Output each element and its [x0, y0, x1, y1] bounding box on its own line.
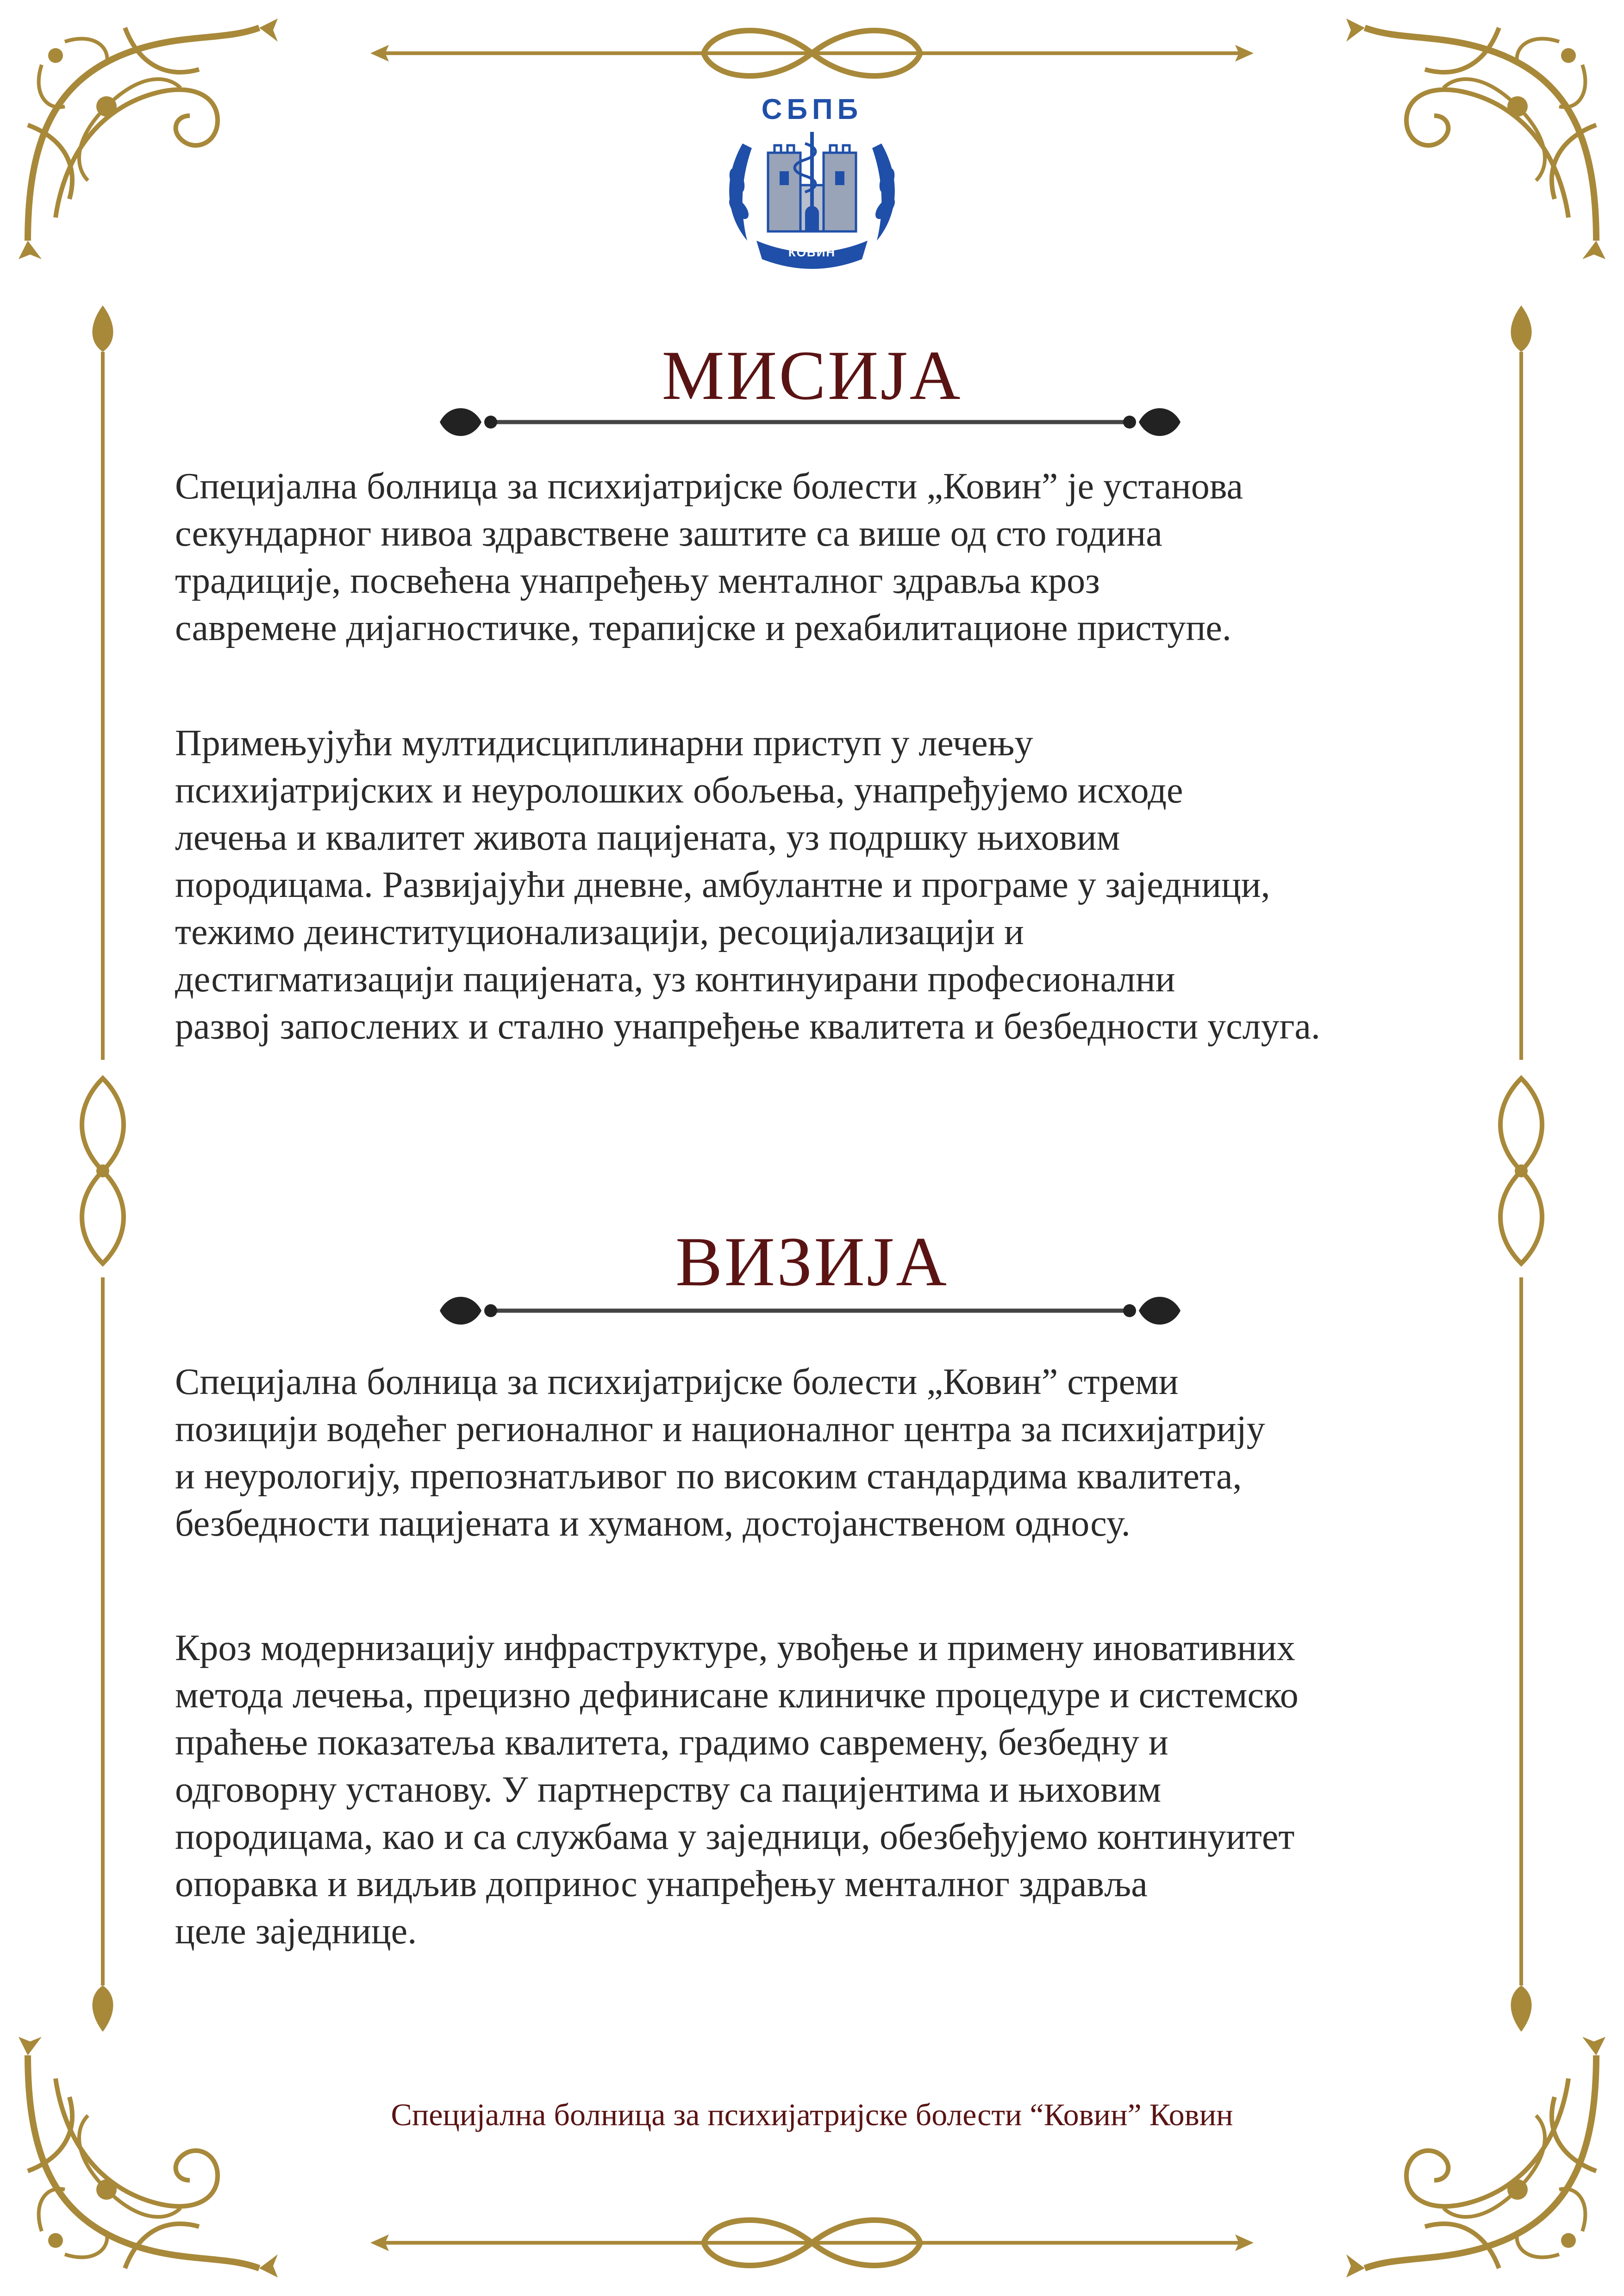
text-line: праћење показатеља квалитета, градимо савремену, безбедну и [175, 1722, 1168, 1763]
text-line: Специјална болница за психијатријске болести „Ковин” је установа [175, 466, 1243, 507]
text-line: метода лечења, прецизно дефинисане клиничке процедуре и системско [175, 1675, 1299, 1716]
corner-ornament-top-right [1346, 19, 1605, 259]
text-line: одговорну установу. У партнерству са пацијентима и њиховим [175, 1769, 1162, 1810]
text-line: дестигматизацији пацијената, уз континуирани професионални [175, 959, 1175, 1000]
corner-ornament-top-left [19, 19, 278, 259]
text-line: Кроз модернизацију инфраструктуре, увођење и примену иновативних [175, 1628, 1295, 1668]
text-line: развој запослених и стално унапређење квалитета и безбедности услуга. [175, 1006, 1320, 1047]
text-line: психијатријских и неуролошких обољења, унапређујемо исходе [175, 770, 1183, 811]
footer-institution-name: Специјална болница за психијатријске болести “Ковин” Ковин [391, 2097, 1233, 2132]
corner-ornament-bottom-left [19, 2037, 278, 2277]
mission-paragraph-1 [175, 463, 1480, 652]
corner-ornament-bottom-right [1346, 2037, 1605, 2277]
left-border-rules [82, 305, 124, 2032]
mission-paragraph-2 [175, 720, 1480, 1050]
text-line: и неурологију, препознатљивог по високим стандардима квалитета, [175, 1456, 1242, 1497]
right-border-rules [1500, 305, 1542, 2032]
vision-paragraph-1 [175, 1358, 1480, 1547]
text-line: Специјална болница за психијатријске болести „Ковин” стреми [175, 1362, 1179, 1402]
text-line: позицији водећег регионалног и националног центра за психијатрију [175, 1409, 1265, 1450]
logo-top-text: СБПБ [761, 93, 863, 125]
text-line: тежимо деинституционализацији, ресоцијализацији и [175, 912, 1024, 952]
top-center-scroll [370, 31, 1254, 76]
text-line: Примењујући мултидисциплинарни приступ у лечењу [175, 723, 1033, 764]
text-line: породицама. Развијајући дневне, амбулантне и програме у заједници, [175, 865, 1270, 905]
text-line: породицама, као и са службама у заједници, обезбеђујемо континуитет [175, 1817, 1295, 1857]
text-line: традиције, посвећена унапређењу менталног здравља кроз [175, 560, 1100, 601]
vision-title-divider [440, 1297, 1181, 1325]
text-line: савремене дијагностичке, терапијске и рехабилитационе приступе. [175, 608, 1231, 648]
text-line: целе заједнице. [175, 1911, 417, 1952]
text-line: лечења и квалитет живота пацијената, уз подршку њиховим [175, 817, 1120, 858]
vision-paragraph-2 [175, 1624, 1480, 1955]
mission-title: МИСИЈА [662, 336, 962, 414]
bottom-center-scroll [370, 2220, 1254, 2265]
logo-bottom-text: КОВИН [788, 245, 836, 259]
vision-title: ВИЗИЈА [675, 1223, 949, 1300]
text-line: безбедности пацијената и хуманом, достојанственом односу. [175, 1503, 1131, 1544]
text-line: опоравка и видљив допринос унапређењу менталног здравља [175, 1864, 1148, 1904]
text-line: секундарног нивоа здравствене заштите са више од сто година [175, 513, 1162, 554]
